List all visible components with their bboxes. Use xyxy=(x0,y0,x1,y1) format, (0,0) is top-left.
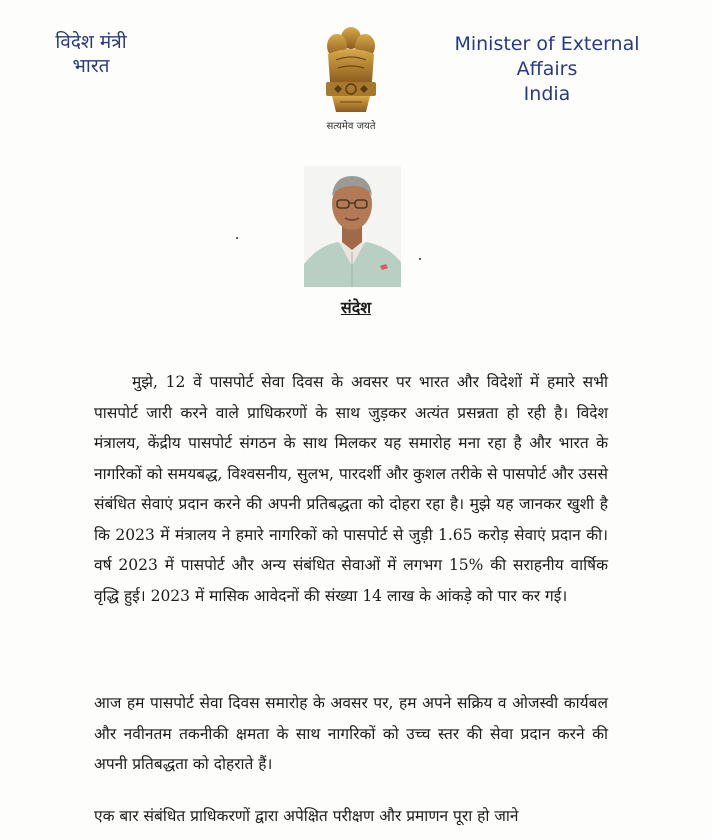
message-paragraph-3: एक बार संबंधित प्राधिकरणों द्वारा अपेक्षित परीक्षण और प्रमाणन पूरा हो जाने xyxy=(94,807,519,825)
national-emblem-icon xyxy=(322,24,380,116)
letterhead-hindi-country: भारत xyxy=(72,55,110,77)
letterhead-hindi-title: विदेश मंत्री xyxy=(55,31,127,53)
letterhead-english-country: India xyxy=(523,83,571,105)
message-paragraph-2: आज हम पासपोर्ट सेवा दिवस समारोह के अवसर पर, हम अपने सक्रिय व ओजस्वी कार्यबल और नवीनतम तकनीकी क्षमता के साथ नागरिकों को उच्च स्तर की सेवा प्रदान करने की अपनी प्रतिबद्धता को दोहराते हैं। xyxy=(94,694,608,773)
emblem-motto: सत्यमेव जयते xyxy=(326,121,376,132)
national-emblem xyxy=(318,24,384,134)
minister-portrait xyxy=(304,166,401,287)
speck xyxy=(236,237,238,239)
letterhead-right xyxy=(432,32,662,107)
portrait-image xyxy=(304,166,401,287)
message-heading: संदेश xyxy=(340,298,372,317)
speck xyxy=(419,258,421,260)
letterhead-english-title: Minister of External Affairs xyxy=(454,33,640,80)
letterhead-left xyxy=(36,30,146,78)
message-paragraph-1: मुझे, 12 वें पासपोर्ट सेवा दिवस के अवसर पर भारत और विदेशों में हमारे सभी पासपोर्ट जारी करने वाले प्राधिकरणों के साथ जुड़कर अत्यंत प्रसन्नता हो रही है। विदेश मंत्रालय, केंद्रीय पासपोर्ट संगठन के साथ मिलकर यह समारोह मना रहा है और भारत के नागरिकों को समयबद्ध, विश्वसनीय, सुलभ, पारदर्शी और कुशल तरीके से पासपोर्ट और उससे संबंधित सेवाएं प्रदान करने की अपनी प्रतिबद्धता को दोहरा रहा है। मुझे यह जानकर खुशी है कि 2023 में मंत्रालय ने हमारे नागरिकों को पासपोर्ट से जुड़ी 1.65 करोड़ सेवाएं प्रदान की। वर्ष 2023 में पासपोर्ट और अन्य संबंधित सेवाओं में लगभग 15% की सराहनीय वार्षिक वृद्धि हुई। 2023 में मासिक आवेदनों की संख्या 14 लाख के आंकड़े को पार कर गई। xyxy=(94,373,608,605)
